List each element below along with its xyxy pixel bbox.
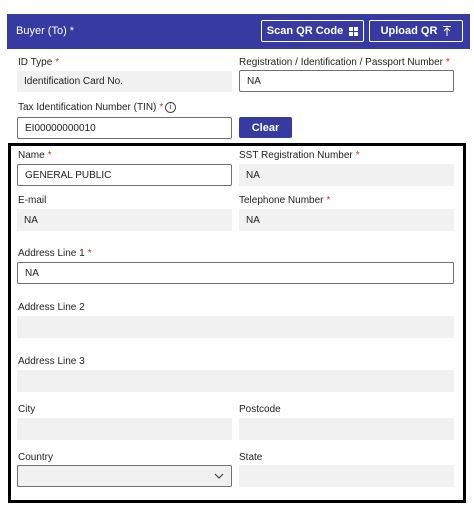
postcode-field[interactable] — [239, 418, 454, 440]
scan-qr-button[interactable] — [261, 20, 364, 42]
email-field[interactable]: NA — [17, 209, 232, 231]
info-icon[interactable]: i — [165, 102, 176, 113]
address-line-3-field[interactable] — [17, 370, 454, 392]
address-line-1-label: Address Line 1 * — [18, 248, 92, 259]
upload-icon — [443, 26, 451, 36]
city-field[interactable] — [17, 418, 232, 440]
tin-input[interactable]: EI00000000010 — [17, 117, 232, 139]
chevron-down-icon — [214, 471, 224, 481]
id-type-label: ID Type * — [18, 57, 60, 68]
address-line-1-input[interactable]: NA — [17, 262, 454, 284]
buyer-section-header — [7, 14, 470, 49]
country-select[interactable] — [17, 465, 232, 487]
name-input[interactable]: GENERAL PUBLIC — [17, 164, 232, 186]
clear-button[interactable]: Clear — [239, 117, 292, 138]
qr-code-icon — [349, 27, 358, 36]
registration-input[interactable]: NA — [239, 70, 454, 92]
telephone-label: Telephone Number * — [239, 195, 331, 206]
name-label: Name * — [18, 150, 52, 161]
tin-label: Tax Identification Number (TIN) * — [18, 102, 164, 113]
country-label: Country — [18, 452, 54, 463]
sst-field[interactable]: NA — [239, 164, 454, 186]
section-title: Buyer (To) * — [16, 25, 75, 37]
sst-label: SST Registration Number * — [239, 150, 360, 161]
upload-qr-button[interactable] — [369, 20, 463, 42]
id-type-field[interactable]: Identification Card No. — [17, 71, 232, 92]
telephone-field[interactable]: NA — [239, 209, 454, 231]
address-line-2-label: Address Line 2 — [18, 302, 85, 313]
address-line-3-label: Address Line 3 — [18, 356, 85, 367]
city-label: City — [18, 404, 36, 415]
address-line-2-field[interactable] — [17, 316, 454, 338]
state-field[interactable] — [239, 465, 454, 487]
scan-qr-label: Scan QR Code — [266, 25, 344, 37]
upload-qr-label: Upload QR — [380, 25, 438, 37]
registration-label: Registration / Identification / Passport Number * — [239, 57, 450, 68]
email-label: E-mail — [18, 195, 47, 206]
state-label: State — [239, 452, 263, 463]
postcode-label: Postcode — [239, 404, 281, 415]
